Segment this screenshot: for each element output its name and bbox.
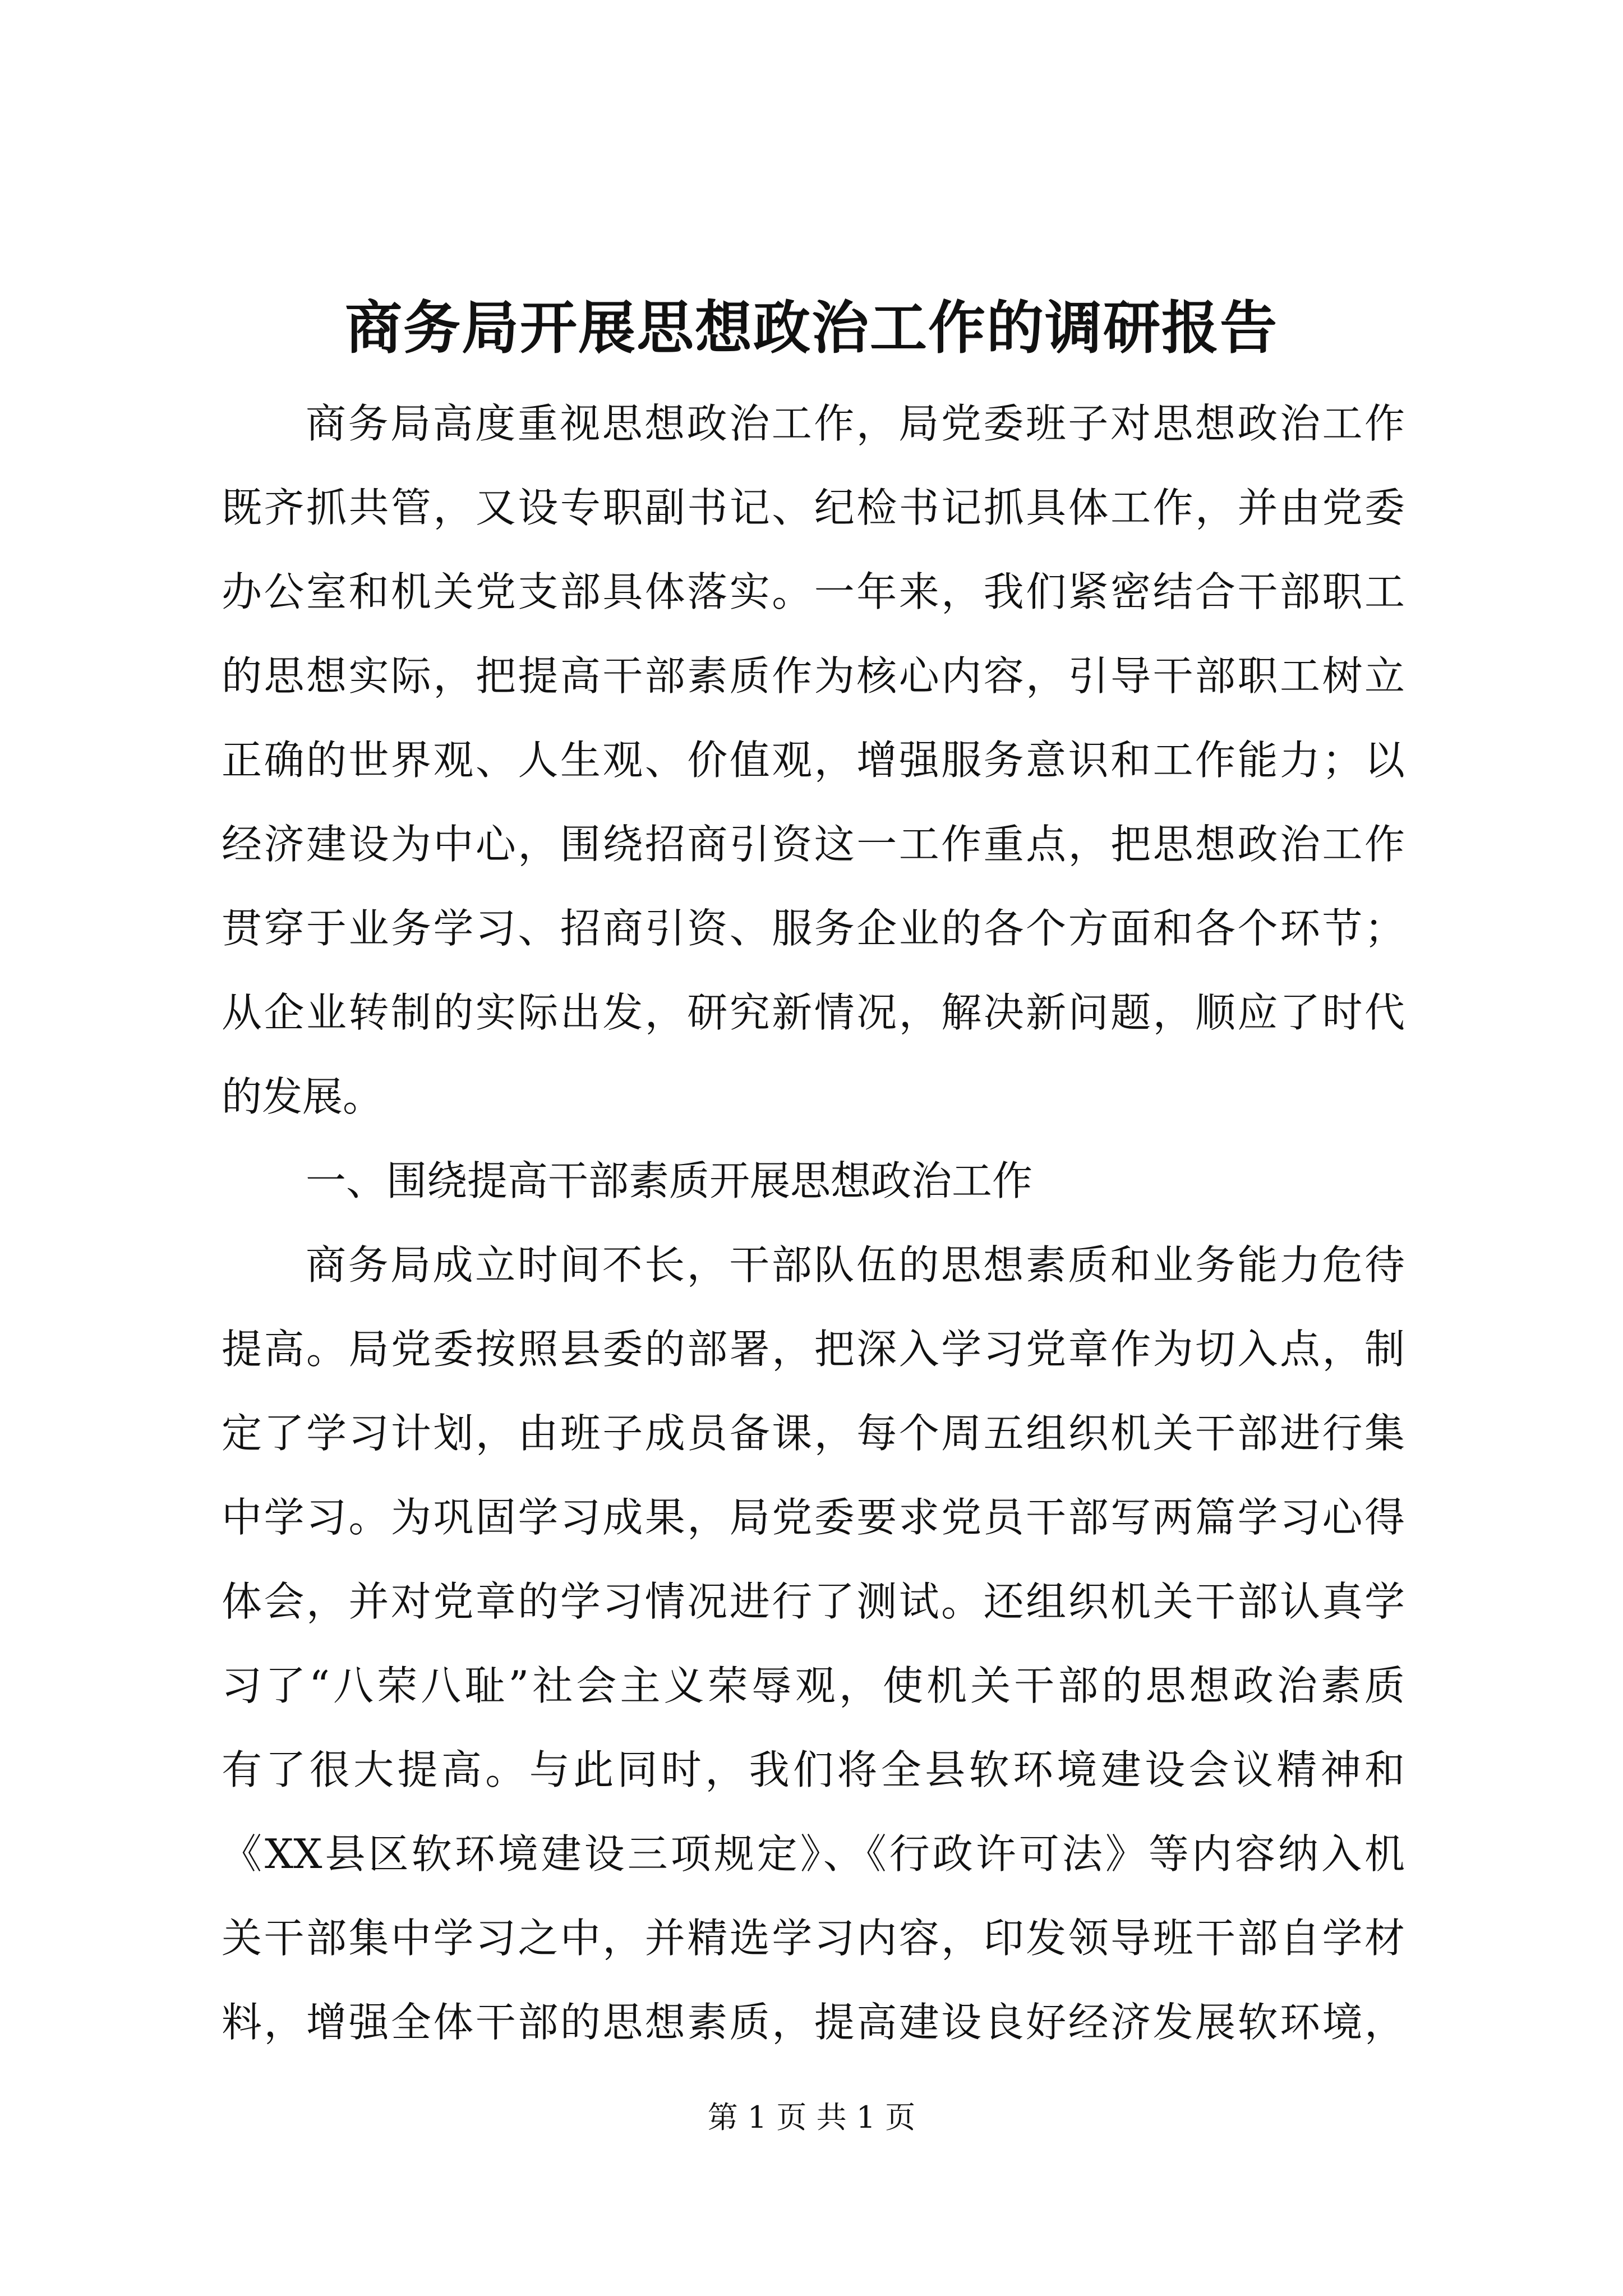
paragraph-2-line-4: 中学习。为巩固学习成果，局党委要求党员干部写两篇学习心得	[222, 1494, 1405, 1541]
paragraph-1-line-2: 既齐抓共管，又设专职副书记、纪检书记抓具体工作，并由党委	[222, 484, 1405, 531]
paragraph-2-line-1: 商务局成立时间不长，干部队伍的思想素质和业务能力危待	[306, 1241, 1405, 1289]
document-title: 商务局开展思想政治工作的调研报告	[345, 295, 1278, 362]
paragraph-1-line-7: 贯穿于业务学习、招商引资、服务企业的各个方面和各个环节；	[222, 905, 1405, 952]
paragraph-1-line-9: 的发展。	[222, 1073, 384, 1120]
paragraph-1-line-8: 从企业转制的实际出发，研究新情况，解决新问题，顺应了时代	[222, 989, 1405, 1036]
paragraph-1-line-3: 办公室和机关党支部具体落实。一年来，我们紧密结合干部职工	[222, 568, 1405, 615]
paragraph-1-line-4: 的思想实际，把提高干部素质作为核心内容，引导干部职工树立	[222, 652, 1405, 700]
paragraph-2-line-10: 料，增强全体干部的思想素质，提高建设良好经济发展软环境，	[222, 1999, 1405, 2046]
paragraph-2-line-6: 习了“八荣八耻”社会主义荣辱观，使机关干部的思想政治素质	[222, 1662, 1405, 1709]
section-heading: 一、围绕提高干部素质开展思想政治工作	[306, 1157, 1033, 1204]
document-body	[222, 381, 1405, 2064]
paragraph-1-line-5: 正确的世界观、人生观、价值观，增强服务意识和工作能力；以	[222, 737, 1405, 784]
paragraph-2-line-9: 关干部集中学习之中，并精选学习内容，印发领导班干部自学材	[222, 1915, 1405, 1962]
paragraph-1-line-1: 商务局高度重视思想政治工作，局党委班子对思想政治工作	[306, 400, 1405, 447]
paragraph-1-line-6: 经济建设为中心，围绕招商引资这一工作重点，把思想政治工作	[222, 821, 1405, 868]
paragraph-2-line-5: 体会，并对党章的学习情况进行了测试。还组织机关干部认真学	[222, 1578, 1405, 1625]
paragraph-2-line-7: 有了很大提高。与此同时，我们将全县软环境建设会议精神和	[222, 1746, 1405, 1793]
paragraph-2-line-8: 《XX县区软环境建设三项规定》、《行政许可法》等内容纳入机	[222, 1830, 1405, 1878]
paragraph-2-line-2: 提高。局党委按照县委的部署，把深入学习党章作为切入点，制	[222, 1326, 1405, 1373]
page-number-footer: 第 1 页 共 1 页	[707, 2100, 916, 2135]
paragraph-2-line-3: 定了学习计划，由班子成员备课，每个周五组织机关干部进行集	[222, 1410, 1405, 1457]
